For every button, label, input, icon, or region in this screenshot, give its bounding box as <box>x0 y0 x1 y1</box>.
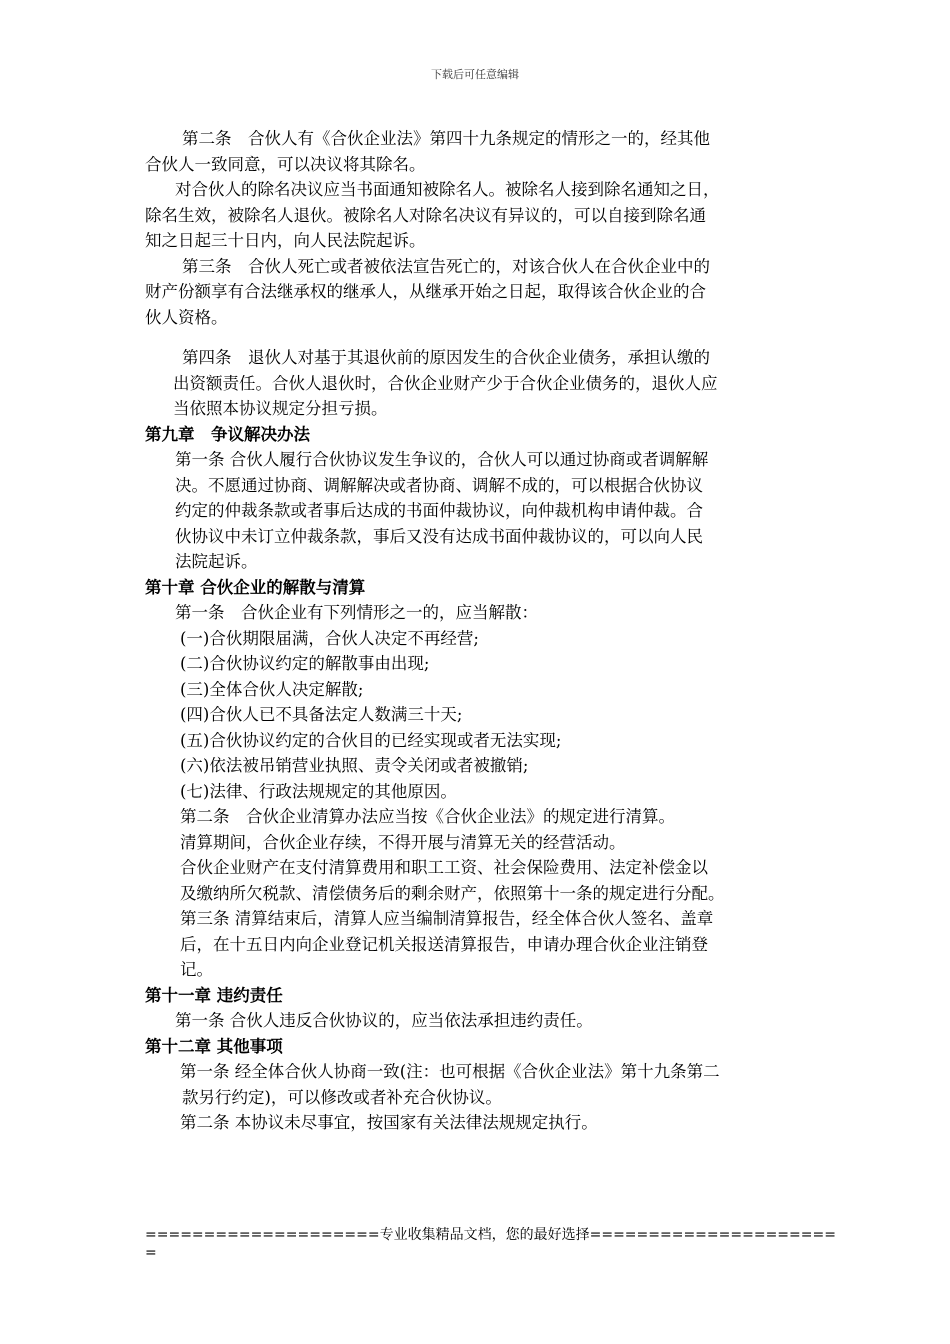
ch9-article-1-line-3: 约定的仲裁条款或者事后达成的书面仲裁协议，向仲裁机构申请仲裁。合 <box>175 501 703 520</box>
ch12-article-1-line-2: 款另行约定)，可以修改或者补充合伙协议。 <box>182 1087 502 1107</box>
ch10-article-2-line-3: 合伙企业财产在支付清算费用和职工工资、社会保险费用、法定补偿金以 <box>180 858 708 877</box>
article-3-line-1: 第三条 合伙人死亡或者被依法宣告死亡的，对该合伙人在合伙企业中的 <box>182 256 710 276</box>
article-4-line-1: 第四条 退伙人对基于其退伙前的原因发生的合伙企业债务，承担认缴的 <box>182 348 710 367</box>
chapter-12-heading: 第十二章 其他事项 <box>145 1036 283 1056</box>
ch12-article-1-line-1: 第一条 经全体合伙人协商一致(注：也可根据《合伙企业法》第十九条第二 <box>180 1062 720 1081</box>
dissolution-item-4: (四)合伙人已不具备法定人数满三十天; <box>180 705 463 724</box>
document-body <box>145 126 815 1136</box>
expulsion-line-2: 除名生效，被除名人退伙。被除名人对除名决议有异议的，可以自接到除名通 <box>145 205 706 225</box>
expulsion-line-3: 知之日起三十日内，向人民法院起诉。 <box>145 231 426 250</box>
chapter-9-heading: 第九章 争议解决办法 <box>145 424 310 444</box>
dissolution-item-5: (五)合伙协议约定的合伙目的已经实现或者无法实现; <box>180 730 562 750</box>
ch10-article-3-line-1: 第三条 清算结束后，清算人应当编制清算报告，经全体合伙人签名、盖章 <box>180 909 714 928</box>
dissolution-item-3: (三)全体合伙人决定解散; <box>180 679 364 699</box>
ch9-article-1-line-5: 法院起诉。 <box>175 552 258 571</box>
dissolution-item-7: (七)法律、行政法规规定的其他原因。 <box>180 781 457 801</box>
dissolution-item-1: (一)合伙期限届满，合伙人决定不再经营; <box>180 628 479 648</box>
dissolution-item-2: (二)合伙协议约定的解散事由出现; <box>180 654 430 673</box>
article-2-line-2: 合伙人一致同意，可以决议将其除名。 <box>145 154 426 174</box>
page-footer <box>145 1226 836 1262</box>
footer-line-1: ====================专业收集精品文档，您的最好选择===================== <box>145 1227 836 1243</box>
ch9-article-1-line-4: 伙协议中未订立仲裁条款，事后又没有达成书面仲裁协议的，可以向人民 <box>175 526 703 546</box>
ch12-article-2: 第二条 本协议未尽事宜，按国家有关法律法规规定执行。 <box>180 1113 598 1132</box>
ch10-article-1-line-1: 第一条 合伙企业有下列情形之一的，应当解散： <box>175 603 538 622</box>
article-3-line-3: 伙人资格。 <box>145 307 228 327</box>
article-4-line-2: 出资额责任。合伙人退伙时，合伙企业财产少于合伙企业债务的，退伙人应 <box>173 373 718 393</box>
page-header: 下载后可任意编辑 <box>431 68 519 81</box>
ch10-article-3-line-2: 后，在十五日内向企业登记机关报送清算报告，申请办理合伙企业注销登 <box>180 934 708 954</box>
ch10-article-2-line-4: 及缴纳所欠税款、清偿债务后的剩余财产，依照第十一条的规定进行分配。 <box>180 883 725 903</box>
ch9-article-1-line-1: 第一条 合伙人履行合伙协议发生争议的，合伙人可以通过协商或者调解解 <box>175 450 709 469</box>
dissolution-item-6: (六)依法被吊销营业执照、责令关闭或者被撤销; <box>180 756 529 775</box>
ch10-article-3-line-3: 记。 <box>180 960 213 979</box>
ch9-article-1-line-2: 决。不愿通过协商、调解解决或者协商、调解不成的，可以根据合伙协议 <box>175 475 703 495</box>
expulsion-line-1: 对合伙人的除名决议应当书面通知被除名人。被除名人接到除名通知之日， <box>175 180 720 199</box>
article-3-line-2: 财产份额享有合法继承权的继承人，从继承开始之日起，取得该合伙企业的合 <box>145 282 706 301</box>
ch10-article-2-line-1: 第二条 合伙企业清算办法应当按《合伙企业法》的规定进行清算。 <box>180 807 675 826</box>
ch10-article-2-line-2: 清算期间，合伙企业存续，不得开展与清算无关的经营活动。 <box>180 832 626 852</box>
article-4-line-3: 当依照本协议规定分担亏损。 <box>173 399 388 418</box>
ch11-article-1: 第一条 合伙人违反合伙协议的，应当依法承担违约责任。 <box>175 1011 593 1030</box>
chapter-10-heading: 第十章 合伙企业的解散与清算 <box>145 577 366 597</box>
article-2-line-1: 第二条 合伙人有《合伙企业法》第四十九条规定的情形之一的，经其他 <box>182 129 710 148</box>
footer-line-2: = <box>145 1245 157 1261</box>
chapter-11-heading: 第十一章 违约责任 <box>145 985 283 1005</box>
